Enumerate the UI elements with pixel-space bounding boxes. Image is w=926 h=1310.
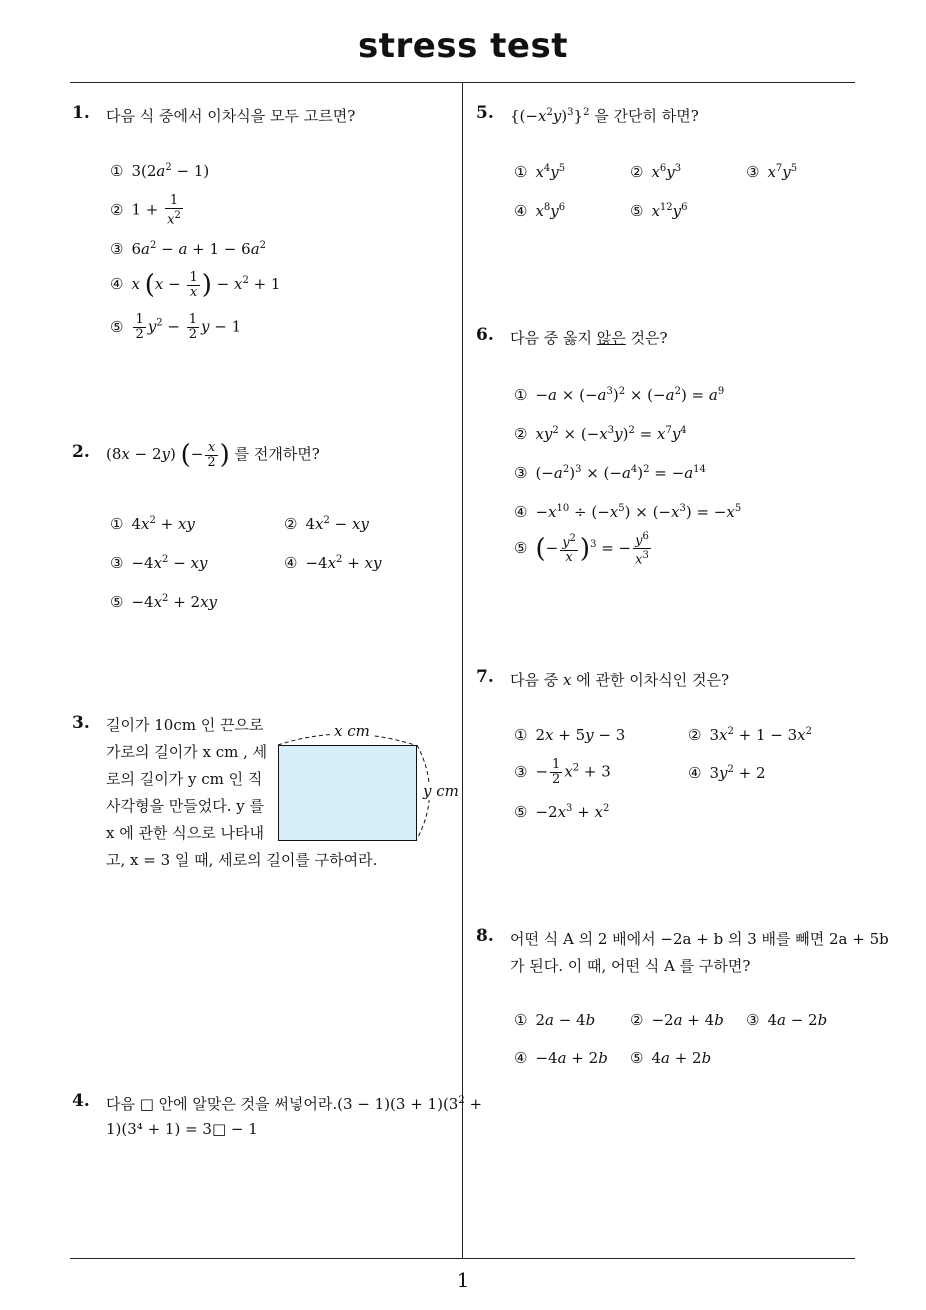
option-2[interactable]: ② 1 + $\frac{1}{x^2}$	[110, 193, 181, 228]
option-1[interactable]: ① $4x^2$ + xy	[110, 515, 195, 533]
option-2[interactable]: ② $3x^2 + 1 - 3x^2$	[688, 726, 812, 744]
option-5[interactable]: ⑤ $-2x^3 + x^2$	[514, 803, 610, 821]
option-3[interactable]: ③ $(-a^2)^3 \times (-a^4)^2 = -a^{14}$	[514, 464, 706, 482]
question-text-line2: 가 된다. 이 때, 어떤 식 A 를 구하면?	[510, 957, 751, 975]
question-number: 4.	[72, 1091, 90, 1111]
option-5[interactable]: ⑤ $x^{12}y^6$	[630, 202, 688, 220]
question-number: 5.	[476, 103, 494, 123]
question-line: 고, x = 3 일 때, 세로의 길이를 구하여라.	[106, 851, 378, 869]
option-5[interactable]: ⑤ $\frac{1}{2}$ $y^2$ − $\frac{1}{2}$ y − 1	[110, 312, 242, 342]
option-3[interactable]: ③ − $\frac{1}{2}$ $x^2 + 3$	[514, 757, 611, 787]
option-4[interactable]: ④ $3y^2 + 2$	[688, 764, 766, 782]
question-text-line2: 1)(3⁴ + 1) = 3□ − 1	[106, 1120, 258, 1138]
question-number: 6.	[476, 325, 494, 345]
option-1[interactable]: ① $3(2a^2 - 1)$	[110, 162, 210, 180]
option-2[interactable]: ② $x^6y^3$	[630, 163, 682, 181]
height-label: y cm	[423, 782, 459, 800]
option-2[interactable]: ② −2a + 4b	[630, 1011, 724, 1029]
option-4[interactable]: ④ $-4x^2$ + xy	[284, 554, 382, 572]
question-number: 2.	[72, 442, 90, 462]
option-2[interactable]: ② $4x^2$ − xy	[284, 515, 369, 533]
width-label: x cm	[334, 722, 370, 740]
option-4[interactable]: ④ x (x − $\frac{1}{x}$ ) − $x^2 + 1$	[110, 269, 281, 300]
option-1[interactable]: ① 2x + 5y − 3	[514, 726, 626, 744]
column-divider	[462, 83, 463, 1259]
question-number: 7.	[476, 667, 494, 687]
option-5[interactable]: ⑤ (− $\frac{y^2}{x}$ )$^3$ = − $\frac{y^6}{x^3}$	[514, 531, 649, 568]
option-3[interactable]: ③ $x^7y^5$	[746, 163, 798, 181]
question-line: 가로의 길이가 x cm , 세	[106, 743, 268, 761]
question-line: 길이가 10cm 인 끈으로	[106, 716, 264, 734]
page-number: 1	[456, 1268, 470, 1292]
option-1[interactable]: ① $-a \times (-a^3)^2 \times (-a^2) = a^9$	[514, 386, 725, 404]
option-1[interactable]: ① $x^4y^5$	[514, 163, 566, 181]
option-3[interactable]: ③ $-4x^2$ − xy	[110, 554, 208, 572]
footer-rule	[70, 1258, 855, 1259]
option-3[interactable]: ③ $6a^2 - a + 1 - 6a^2$	[110, 240, 267, 258]
question-text: 어떤 식 A 의 2 배에서 −2a + b 의 3 배를 빼면 2a + 5b	[510, 930, 889, 948]
question-text: (8x − 2y) (− $\frac{x}{2}$ ) 를 전개하면?	[106, 439, 320, 470]
question-number: 1.	[72, 103, 90, 123]
question-number: 3.	[72, 713, 90, 733]
option-4[interactable]: ④ $x^8y^6$	[514, 202, 566, 220]
option-1[interactable]: ① 2a − 4b	[514, 1011, 596, 1029]
option-5[interactable]: ⑤ $-4x^2 + 2xy$	[110, 593, 218, 611]
question-text: 다음 □ 안에 알맞은 것을 써넣어라$.(3 - 1)(3 + 1)(3^2$ +	[106, 1095, 483, 1113]
option-3[interactable]: ③ 4a − 2b	[746, 1011, 828, 1029]
question-text: $\{(-x^2y)^3\}^2$ 을 간단히 하면?	[510, 107, 699, 125]
option-4[interactable]: ④ −4a + 2b	[514, 1049, 608, 1067]
question-line: x 에 관한 식으로 나타내	[106, 824, 264, 842]
dimension-arcs	[270, 725, 440, 855]
question-text: 다음 중 x 에 관한 이차식인 것은?	[510, 671, 730, 689]
question-text: 다음 식 중에서 이차식을 모두 고르면?	[106, 107, 356, 125]
option-4[interactable]: ④ $-x^{10} \div (-x^5) \times (-x^3) = -x^5$	[514, 503, 742, 521]
question-text: 다음 중 옳지 않은 것은?	[510, 329, 668, 347]
question-line: 로의 길이가 y cm 인 직	[106, 770, 263, 788]
page-title: stress test	[358, 26, 568, 66]
option-5[interactable]: ⑤ 4a + 2b	[630, 1049, 712, 1067]
question-line: 사각형을 만들었다. y 를	[106, 797, 264, 815]
option-2[interactable]: ② $xy^2 \times (-x^3y)^2 = x^7y^4$	[514, 425, 687, 443]
question-number: 8.	[476, 926, 494, 946]
